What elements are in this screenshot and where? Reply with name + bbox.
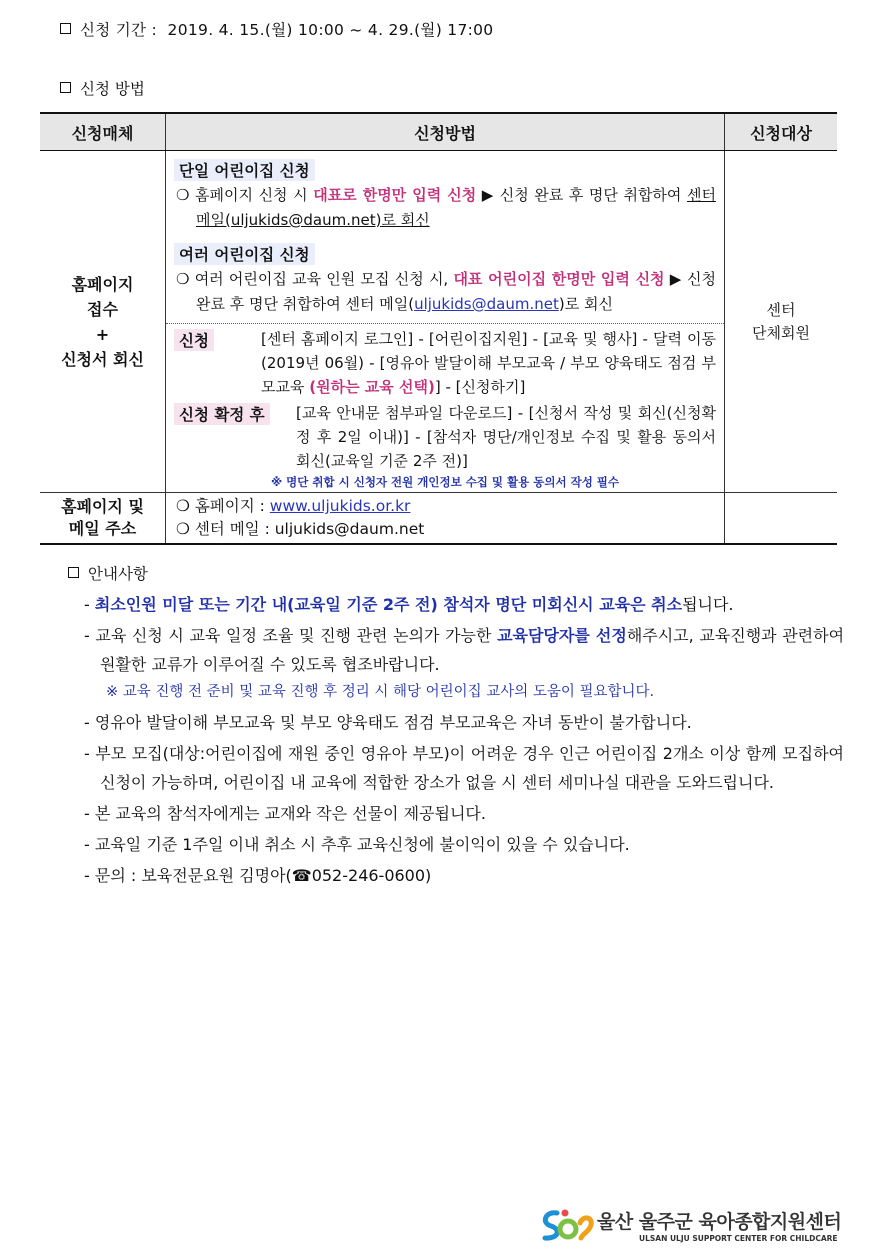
guide-heading: 안내사항 xyxy=(68,562,148,584)
multi-mail-link[interactable]: uljukids@daum.net xyxy=(414,295,559,313)
guide-item: - 문의 : 보육전문요원 김명아(☎052-246-0600) xyxy=(84,866,432,885)
method-heading: 신청 방법 xyxy=(60,77,145,99)
multi-title: 여러 어린이집 신청 xyxy=(174,243,315,265)
guide-item: - 본 교육의 참석자에게는 교재와 작은 선물이 제공됩니다. xyxy=(84,804,486,823)
address-media-cell: 홈페이지 및 메일 주소 xyxy=(40,493,166,545)
address-target-cell xyxy=(725,493,838,545)
application-period: 신청 기간 : 2019. 4. 15.(월) 10:00 ~ 4. 29.(월) 17:00 xyxy=(60,18,493,40)
confirm-tag: 신청 확정 후 xyxy=(174,403,270,425)
checkbox-square-icon xyxy=(60,23,71,34)
logo-mark-icon xyxy=(537,1205,597,1245)
guide-list xyxy=(84,588,844,890)
multi-desc: ❍ 여러 어린이집 교육 인원 모집 신청 시, 대표 어린이집 한명만 입력 신청 ▶ 신청 완료 후 명단 취합하여 센터 메일(uljukids@daum.net)로 회신 xyxy=(176,270,717,313)
center-logo: 울산 울주군 육아종합지원센터 ULSAN ULJU SUPPORT CENTER FOR CHILDCARE xyxy=(537,1205,597,1249)
divider xyxy=(166,323,724,324)
guide-note: ※ 교육 진행 전 준비 및 교육 진행 후 정리 시 해당 어린이집 교사의 도움이 필요합니다. xyxy=(106,684,655,700)
checkbox-square-icon xyxy=(68,567,79,578)
guide-item: - 교육일 기준 1주일 이내 취소 시 추후 교육신청에 불이익이 있을 수 있습니다. xyxy=(84,835,630,854)
target-cell: 센터 단체회원 xyxy=(725,151,838,493)
address-cell xyxy=(166,493,725,545)
guide-item: - 교육 신청 시 교육 일정 조율 및 진행 관련 논의가 가능한 교육담당자를 선정해주시고, 교육진행과 관련하여 원활한 교류가 이루어질 수 있도록 협조바랍니다. xyxy=(84,626,845,674)
header-method: 신청방법 xyxy=(166,113,725,151)
checkbox-square-icon xyxy=(60,82,71,93)
confirm-steps: [교육 안내문 첨부파일 다운로드] - [신청서 작성 및 회신(신청확정 후 2일 이내)] - [참석자 명단/개인정보 수집 및 활용 동의서 회신(교육일 기준 2주 전)] xyxy=(296,404,716,470)
guide-item: - 부모 모집(대상:어린이집에 재원 중인 영유아 부모)이 어려운 경우 인근 어린이집 2개소 이상 함께 모집하여 신청이 가능하며, 어린이집 내 교육에 적합한 장소가 없을 시 센터 세미나실 대관을 도와드립니다. xyxy=(84,744,845,792)
apply-steps: [센터 홈페이지 로그인] - [어린이집지원] - [교육 및 행사] - 달력 이동(2019년 06월) - [영유아 발달이해 부모교육 / 부모 양육태도 점검 부모교육 (원하는 교육 선택)] - [신청하기] xyxy=(261,330,716,396)
homepage-line: ❍ 홈페이지 : www.uljukids.or.kr xyxy=(176,497,411,515)
apply-row xyxy=(166,327,724,399)
method-cell xyxy=(166,151,725,493)
application-table xyxy=(40,112,837,545)
guide-item: - 영유아 발달이해 부모교육 및 부모 양육태도 점검 부모교육은 자녀 동반이 불가합니다. xyxy=(84,713,692,732)
confirm-note: ※ 명단 취합 시 신청자 전원 개인정보 수집 및 활용 동의서 작성 필수 xyxy=(270,475,620,489)
single-desc: ❍ 홈페이지 신청 시 대표로 한명만 입력 신청 ▶ 신청 완료 후 명단 취합하여 센터 메일(uljukids@daum.net)로 회신 xyxy=(176,186,716,229)
confirm-row xyxy=(166,401,724,473)
mail-line: ❍ 센터 메일 : uljukids@daum.net xyxy=(176,520,425,538)
single-title: 단일 어린이집 신청 xyxy=(174,159,315,181)
header-media: 신청매체 xyxy=(40,113,166,151)
homepage-link[interactable]: www.uljukids.or.kr xyxy=(269,497,411,515)
apply-tag: 신청 xyxy=(174,329,214,351)
header-target: 신청대상 xyxy=(725,113,838,151)
guide-item: - 최소인원 미달 또는 기간 내(교육일 기준 2주 전) 참석자 명단 미회신시 교육은 취소됩니다. xyxy=(84,595,734,614)
media-cell: 홈페이지 접수 + 신청서 회신 xyxy=(40,151,166,493)
